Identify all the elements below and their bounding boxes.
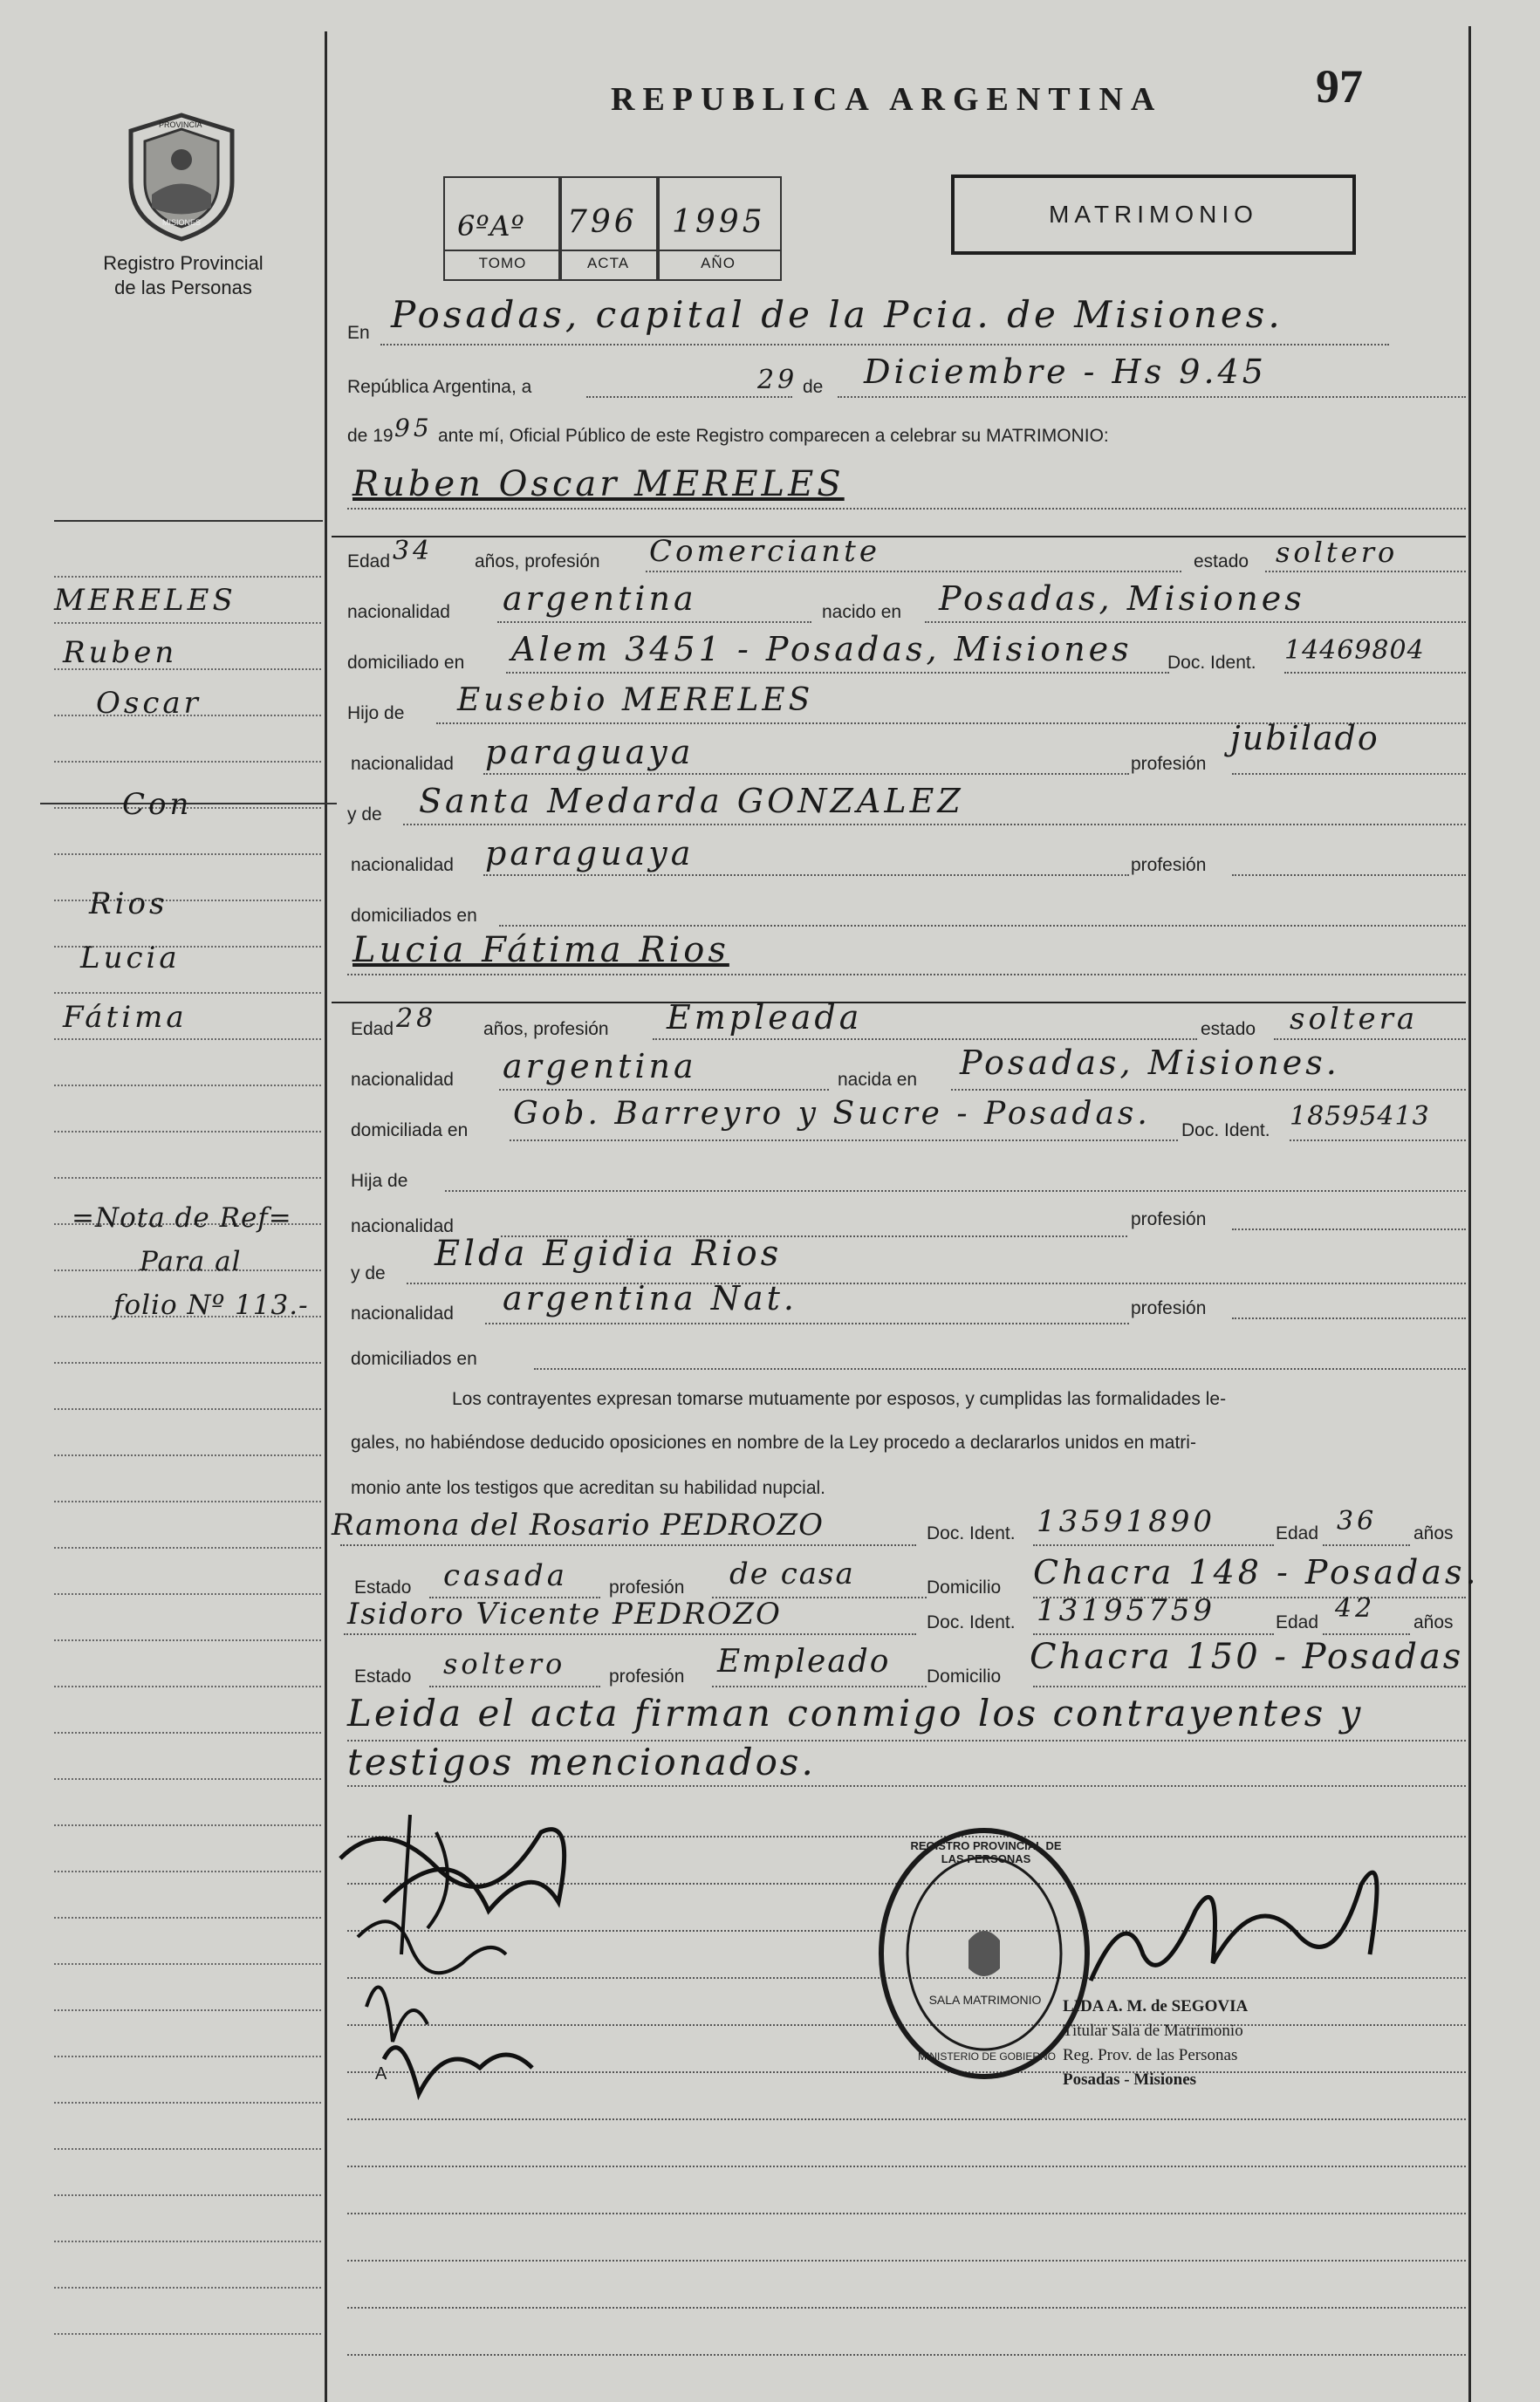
bride-doc: 18595413: [1290, 1101, 1430, 1132]
signature-rule: [347, 2307, 1466, 2309]
margin-rule: [54, 2009, 321, 2011]
official-city: Posadas - Misiones: [1063, 2070, 1197, 2089]
witness2-estado: soltero: [443, 1647, 566, 1680]
stamp-bottom-text: MINISTERIO DE GOBIERNO: [917, 2050, 1056, 2063]
groom-nacionalidad: argentina: [503, 579, 697, 618]
witness2-doc: 13195759: [1037, 1593, 1216, 1628]
declaration-2: gales, no habiéndose deducido oposiciones en nombre de la Ley procedo a declararlos unidos en matri-: [351, 1433, 1196, 1453]
margin-rule: [54, 1501, 321, 1502]
ano-label: AÑO: [701, 255, 736, 271]
margin-rule: [54, 2287, 321, 2289]
doc-type: MATRIMONIO: [1049, 201, 1258, 228]
margin-rule: [54, 1454, 321, 1456]
margin-rule: [54, 1778, 321, 1780]
margin-rule: [54, 622, 321, 624]
official-registry: Reg. Prov. de las Personas: [1063, 2046, 1238, 2064]
groom-mprof-label: profesión: [1131, 855, 1207, 875]
witness2-anos-label: años: [1413, 1612, 1454, 1632]
groom-nac-label: nacionalidad: [347, 602, 450, 622]
margin-rule: [54, 1871, 321, 1872]
bride-mprof-label: profesión: [1131, 1298, 1207, 1318]
witness1-profesion: de casa: [729, 1557, 855, 1591]
groom-nacido-label: nacido en: [822, 602, 902, 622]
folio-number: 97: [1316, 60, 1363, 113]
declaration-3: monio ante los testigos que acreditan su habilidad nupcial.: [351, 1478, 826, 1498]
registry-name: Registro Provincial de las Personas: [103, 252, 264, 298]
witness2-edad: 42: [1335, 1593, 1376, 1624]
witness2-edad-label: Edad: [1276, 1612, 1319, 1632]
margin-rule: [54, 1085, 321, 1086]
bride-dom-label: domiciliada en: [351, 1120, 469, 1140]
groom-doc: 14469804: [1284, 635, 1425, 666]
stamp-inner-text: SALA MATRIMONIO: [928, 1993, 1042, 2007]
bride-mother-nac: argentina Nat.: [503, 1279, 797, 1317]
day-value: 29: [757, 365, 798, 395]
groom-edad-label: Edad: [347, 551, 391, 571]
witness2-profesion: Empleado: [717, 1644, 891, 1680]
groom-mnac-label: nacionalidad: [351, 855, 454, 875]
margin-rule: [54, 2148, 321, 2150]
margin-rule: [54, 2102, 321, 2104]
bride-anos-label: años, profesión: [483, 1019, 609, 1039]
margin-rule: [54, 1917, 321, 1919]
bride-domiciliados-label: domiciliados en: [351, 1349, 477, 1369]
groom-fprof-label: profesión: [1131, 754, 1207, 774]
year-value: 95: [394, 414, 433, 442]
margin-rule: [54, 1408, 321, 1410]
margin-name1: Ruben: [63, 635, 178, 670]
margin-rule: [54, 2056, 321, 2057]
de-label: de: [803, 377, 824, 397]
witness1-dom-label: Domicilio: [927, 1577, 1002, 1598]
bride-doc-label: Doc. Ident.: [1181, 1120, 1270, 1140]
crest-text-bottom: MISIONES: [162, 218, 202, 227]
stamp-ring-text: REGISTRO PROVINCIAL DE LAS PERSONAS: [910, 1839, 1062, 1865]
country-title: REPUBLICA ARGENTINA: [611, 81, 1163, 118]
official-block: [1063, 1995, 1248, 2092]
groom-estado: soltero: [1276, 536, 1399, 569]
witness1-edad: 36: [1337, 1506, 1378, 1536]
signature-rule: [347, 2213, 1466, 2214]
crest-icon: [120, 112, 243, 243]
margin-rule: [54, 1177, 321, 1179]
witness1-doc-label: Doc. Ident.: [927, 1523, 1016, 1543]
official-signature: [1073, 1832, 1475, 2007]
official-name: LIDA A. M. de SEGOVIA: [1063, 1997, 1249, 2015]
republic-label: República Argentina, a: [347, 377, 532, 397]
witness1-doc: 13591890: [1037, 1504, 1216, 1539]
en-label: En: [347, 323, 370, 343]
groom-dom-label: domiciliado en: [347, 653, 465, 673]
groom-anos-label: años, profesión: [475, 551, 600, 571]
margin-rule: [54, 1593, 321, 1595]
margin-rule: [54, 992, 321, 994]
margin-rule: [54, 1131, 321, 1133]
witness1-name: Ramona del Rosario PEDROZO: [332, 1508, 825, 1543]
margin-note-1: =Nota de Ref=: [72, 1202, 292, 1234]
signature-rule: [347, 2166, 1466, 2167]
crest-text-top: PROVINCIA: [159, 120, 202, 129]
groom-hijo-label: Hijo de: [347, 703, 405, 723]
bride-mnac-label: nacionalidad: [351, 1304, 454, 1324]
groom-doc-label: Doc. Ident.: [1167, 653, 1256, 673]
bride-hija-label: Hija de: [351, 1171, 408, 1191]
witness2-name: Isidoro Vicente PEDROZO: [347, 1597, 782, 1632]
margin-name2: Oscar: [96, 686, 202, 721]
doc-type-box: [951, 175, 1356, 255]
bride-edad: 28: [396, 1003, 437, 1034]
groom-estado-label: estado: [1194, 551, 1249, 571]
groom-nacido: Posadas, Misiones: [939, 579, 1305, 618]
margin-rule: [54, 2241, 321, 2242]
groom-yde-label: y de: [347, 804, 382, 825]
groom-father: Eusebio MERELES: [457, 682, 814, 718]
official-stamp: [878, 1827, 1091, 2080]
witness1-anos-label: años: [1413, 1523, 1454, 1543]
bride-nac-label: nacionalidad: [351, 1070, 454, 1090]
bride-nacida: Posadas, Misiones.: [960, 1044, 1340, 1082]
bride-edad-label: Edad: [351, 1019, 394, 1039]
margin-surname: MERELES: [54, 583, 236, 618]
signature-rule: [347, 2354, 1466, 2356]
margin-con: Con: [122, 787, 193, 822]
bride-yde-label: y de: [351, 1263, 386, 1283]
groom-father-prof: jubilado: [1230, 719, 1379, 757]
bride-name: Lucia Fátima Rios: [352, 930, 729, 970]
bride-domicilio: Gob. Barreyro y Sucre - Posadas.: [513, 1096, 1151, 1132]
declaration-1: Los contrayentes expresan tomarse mutuamente por esposos, y cumplidas las formalidades le-: [452, 1389, 1227, 1409]
margin-note-2: Para al: [140, 1246, 242, 1277]
margin-fatima: Fátima: [63, 1000, 188, 1035]
groom-father-nac: paraguaya: [485, 733, 695, 771]
tomo-value: 6ºAº: [457, 209, 525, 243]
margin-rule: [54, 1732, 321, 1734]
bride-estado-label: estado: [1201, 1019, 1256, 1039]
groom-edad: 34: [393, 536, 434, 566]
witness2-doc-label: Doc. Ident.: [927, 1612, 1016, 1632]
witness1-estado-label: Estado: [354, 1577, 412, 1598]
bride-nacida-label: nacida en: [838, 1070, 918, 1090]
margin-rule: [54, 1686, 321, 1687]
statement: ante mí, Oficial Público de este Registro comparecen a celebrar su MATRIMONIO:: [438, 426, 1109, 446]
groom-mother-nac: paraguaya: [485, 834, 695, 873]
margin-rule: [54, 1547, 321, 1549]
witness1-prof-label: profesión: [609, 1577, 685, 1598]
margin-rule: [54, 1038, 321, 1040]
groom-domiciliados-label: domiciliados en: [351, 906, 477, 926]
witness1-domicilio: Chacra 148 - Posadas.: [1033, 1553, 1480, 1591]
margin-rule: [54, 2194, 321, 2196]
month-value: Diciembre - Hs 9.45: [864, 352, 1267, 391]
bride-estado: soltera: [1290, 1002, 1419, 1037]
groom-fnac-label: nacionalidad: [351, 754, 454, 774]
bride-fnac-label: nacionalidad: [351, 1216, 454, 1236]
bride-profesion: Empleada: [667, 998, 863, 1037]
groom-domicilio: Alem 3451 - Posadas, Misiones: [511, 630, 1133, 668]
margin-rule: [54, 1362, 321, 1364]
acta-value: 796: [567, 204, 638, 240]
acta-label: ACTA: [586, 255, 630, 271]
bride-nacionalidad: argentina: [503, 1047, 697, 1085]
witness2-domicilio: Chacra 150 - Posadas: [1030, 1637, 1464, 1677]
margin-rule: [54, 576, 321, 578]
closing-statement: Leida el acta firman conmigo los contrayentes y testigos mencionados.: [347, 1692, 1364, 1783]
witness2-estado-label: Estado: [354, 1666, 412, 1687]
tomo-label: TOMO: [478, 255, 527, 271]
groom-mother: Santa Medarda GONZALEZ: [419, 782, 964, 820]
place-value: Posadas, capital de la Pcia. de Misiones.: [391, 293, 1283, 336]
groom-name: Ruben Oscar MERELES: [352, 464, 845, 504]
bride-fprof-label: profesión: [1131, 1209, 1207, 1229]
margin-rule: [54, 1824, 321, 1826]
margin-rule: [54, 1963, 321, 1965]
ano-value: 1995: [672, 204, 766, 240]
witness2-prof-label: profesión: [609, 1666, 685, 1687]
margin-rios: Rios: [89, 886, 168, 921]
groom-profesion: Comerciante: [649, 534, 880, 569]
official-title: Titular Sala de Matrimonio: [1063, 2022, 1243, 2040]
margin-rule: [54, 1639, 321, 1641]
margin-rule: [54, 761, 321, 763]
year-prefix: de 19: [347, 426, 394, 446]
margin-note-3: folio Nº 113.-: [113, 1290, 309, 1321]
margin-rule: [54, 853, 321, 855]
signature-a-label: A: [375, 2064, 387, 2084]
signatures-left: [332, 1780, 663, 2129]
witness1-estado: casada: [443, 1558, 569, 1593]
margin-lucia: Lucia: [80, 941, 181, 975]
signature-rule: [347, 2260, 1466, 2262]
witness2-dom-label: Domicilio: [927, 1666, 1002, 1687]
bride-mother: Elda Egidia Rios: [435, 1234, 783, 1274]
margin-rule: [54, 2333, 321, 2335]
witness1-edad-label: Edad: [1276, 1523, 1319, 1543]
